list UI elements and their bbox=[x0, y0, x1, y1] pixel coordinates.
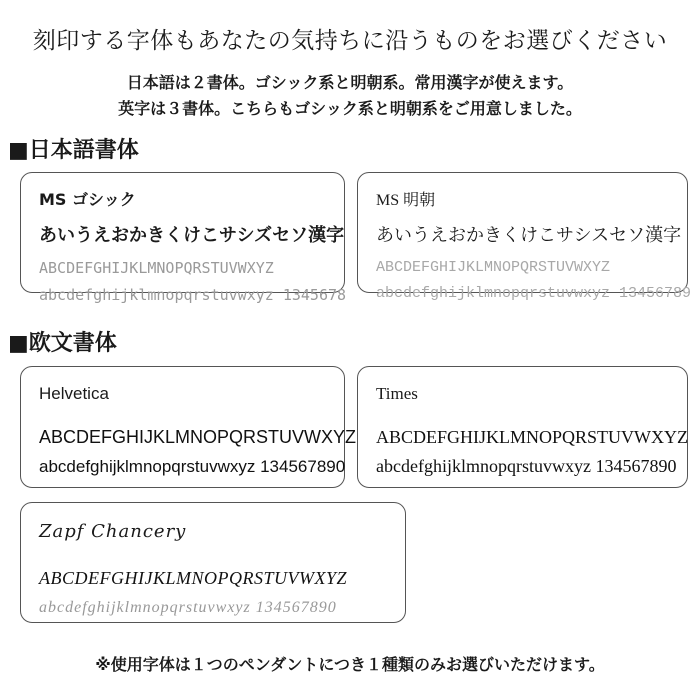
font-name: Zapf Chancery bbox=[39, 521, 187, 542]
font-card-zapf-chancery bbox=[20, 502, 406, 623]
footer-note: ※使用字体は１つのペンダントにつき１種類のみお選びいただけます。 bbox=[95, 655, 605, 674]
font-card-helvetica bbox=[20, 366, 357, 488]
page-title: 刻印する字体もあなたの気持ちに沿うものをお選びください bbox=[32, 28, 668, 53]
lowercase-sample: abcdefghijklmnopqrstuvwxyz 134567890 bbox=[39, 457, 346, 476]
lowercase-sample: abcdefghijklmnopqrstuvwxyz 134567890 bbox=[39, 599, 337, 616]
font-name: Times bbox=[376, 384, 418, 403]
font-card-ms-mincho bbox=[357, 172, 692, 302]
lowercase-sample: abcdefghijklmnopqrstuvwxyz 1345678 bbox=[39, 286, 347, 304]
font-name: Helvetica bbox=[39, 384, 109, 403]
section-heading-western: ■欧文書体 bbox=[8, 331, 117, 356]
intro-line-2: 英字は３書体。こちらもゴシック系と明朝系をご用意しました。 bbox=[118, 99, 582, 118]
kana-sample: あいうえおかきくけこサシズセソ漢字 bbox=[39, 225, 345, 246]
font-card-ms-gothic bbox=[20, 172, 347, 304]
kana-sample: あいうえおかきくけこサシスセソ漢字 bbox=[376, 225, 682, 245]
font-name: MS ゴシック bbox=[39, 190, 136, 209]
font-name: MS 明朝 bbox=[376, 192, 436, 209]
uppercase-sample: ABCDEFGHIJKLMNOPQRSTUVWXYZ bbox=[39, 259, 274, 277]
uppercase-sample: ABCDEFGHIJKLMNOPQRSTUVWXYZ bbox=[39, 427, 357, 447]
intro-line-1: 日本語は２書体。ゴシック系と明朝系。常用漢字が使えます。 bbox=[126, 73, 574, 92]
uppercase-sample: ABCDEFGHIJKLMNOPQRSTUVWXYZ bbox=[376, 427, 689, 447]
lowercase-sample: abcdefghijklmnopqrstuvwxyz 13456789 bbox=[376, 285, 692, 302]
uppercase-sample: ABCDEFGHIJKLMNOPQRSTUVWXYZ bbox=[376, 259, 611, 276]
font-card-times bbox=[357, 366, 688, 488]
uppercase-sample: ABCDEFGHIJKLMNOPQRSTUVWXYZ bbox=[39, 568, 347, 588]
lowercase-sample: abcdefghijklmnopqrstuvwxyz 134567890 bbox=[376, 456, 677, 476]
section-heading-japanese: ■日本語書体 bbox=[8, 138, 139, 163]
